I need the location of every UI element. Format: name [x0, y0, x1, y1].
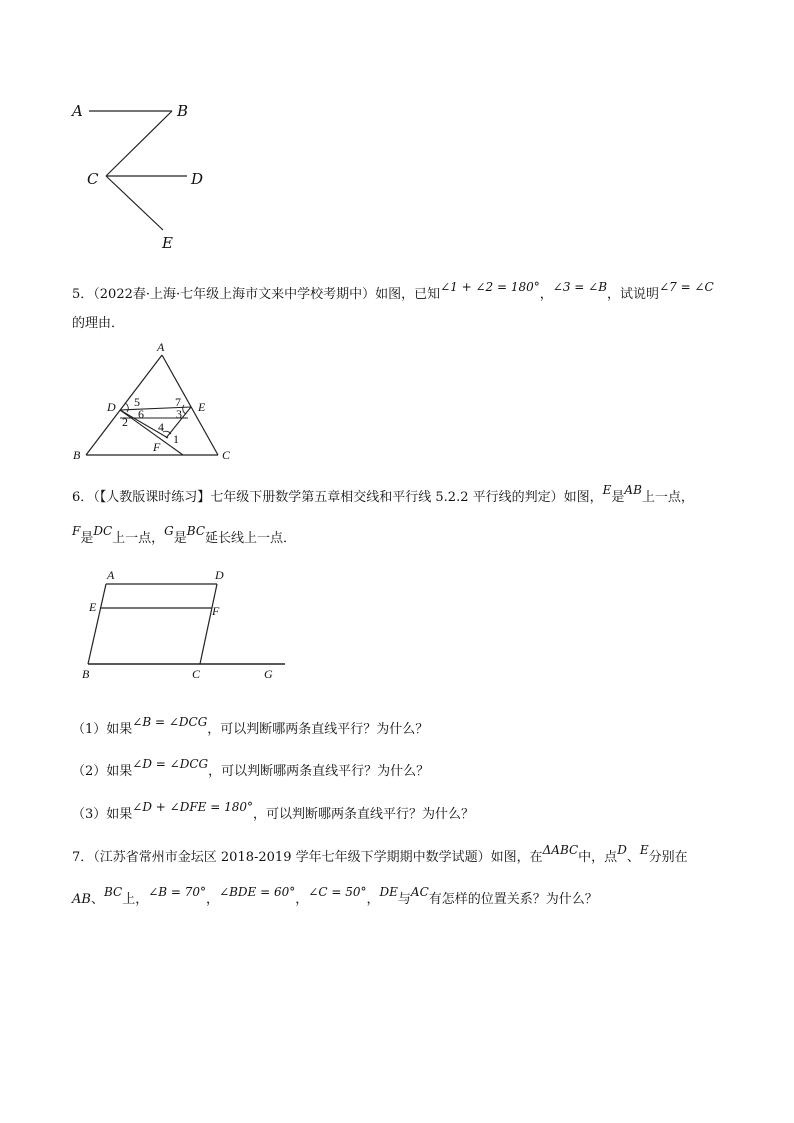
q6-sub2 — [72, 757, 430, 780]
fig5-angle-1: 1 — [173, 432, 179, 446]
fig5-label-e: E — [198, 400, 206, 414]
q7-yu: 与 — [397, 892, 411, 907]
fig5-label-f: F — [153, 440, 161, 454]
q6-is3: 是 — [173, 531, 187, 546]
q6-sub3-post: ，可以判断哪两条直线平行？为什么？ — [253, 807, 475, 822]
fig6-label-f: F — [212, 604, 220, 618]
fig4-label-b: B — [177, 102, 189, 120]
q6-point-f: F — [72, 524, 81, 538]
fig4-label-d: D — [191, 170, 204, 188]
q5-line2: 的理由． — [72, 316, 125, 331]
q6-sub2-math: ∠D = ∠DCG — [132, 757, 209, 771]
q7-cond3: ∠C = 50° — [308, 885, 367, 899]
q6-seg-dc: DC — [93, 524, 113, 538]
q5-sep1: ， — [539, 287, 553, 302]
fig5-angle-7: 7 — [175, 395, 181, 409]
q6-pt2: 上一点， — [112, 531, 165, 546]
q6-seg-ab: AB — [624, 483, 642, 497]
q7-dun: 、 — [626, 850, 640, 865]
q5-prefix: 5．（2022春·上海·七年级上海市文来中学校考期中）如图，已知 — [72, 287, 441, 302]
q7-dun2: 、 — [90, 892, 104, 907]
q7-comma2: ， — [295, 892, 309, 907]
q6-sub1-post: ，可以判断哪两条直线平行？为什么？ — [207, 722, 429, 737]
fig4-label-a: A — [72, 102, 83, 120]
q6-sub3 — [72, 800, 475, 823]
q6-prefix: 6．（【人教版课时练习】七年级下册数学第五章相交线和平行线 5.2.2 平行线的判定）如图， — [72, 490, 603, 505]
q7-tail: 有怎样的位置关系？为什么？ — [428, 892, 598, 907]
q5-cond1: ∠1 + ∠2 = 180° — [440, 280, 540, 294]
q7-fen: 分别在 — [648, 850, 688, 865]
q5-goal: ∠7 = ∠C — [659, 280, 714, 294]
fig5-label-b: B — [73, 448, 81, 462]
q6-sub3-math: ∠D + ∠DFE = 180° — [132, 800, 253, 814]
fig6-label-d: D — [215, 568, 224, 582]
q7-seg-bc: BC — [103, 885, 123, 899]
q6-is1: 是 — [611, 490, 625, 505]
fig5-label-c: C — [222, 448, 231, 462]
q5-cond2: ∠3 = ∠B — [552, 280, 608, 294]
q6-sub2-post: ，可以判断哪两条直线平行？为什么？ — [208, 764, 430, 779]
q7-line2 — [72, 885, 598, 908]
fig6-label-b: B — [82, 667, 90, 681]
q6-sub2-pre: （2）如果 — [72, 764, 133, 779]
fig5-label-a: A — [157, 340, 165, 354]
q5-mid: ，试说明 — [607, 287, 660, 302]
q7-prefix: 7．（江苏省常州市金坛区 2018-2019 学年七年级下学期期中数学试题）如图，在 — [72, 850, 543, 865]
q6-is2: 是 — [80, 531, 94, 546]
fig6-label-g: G — [264, 667, 273, 681]
q7-triangle: ΔABC — [542, 843, 579, 857]
q7-cond2: ∠BDE = 60° — [219, 885, 296, 899]
fig5-angle-2: 2 — [122, 415, 128, 429]
q6-sub3-pre: （3）如果 — [72, 807, 133, 822]
figure-q6 — [0, 0, 300, 690]
q7-seg-ac: AC — [410, 885, 429, 899]
fig6-label-e: E — [89, 600, 97, 614]
q6-sub1-math: ∠B = ∠DCG — [132, 715, 208, 729]
q6-pt1: 上一点， — [641, 490, 694, 505]
q7-point-e: E — [639, 843, 649, 857]
fig5-label-d: D — [107, 400, 116, 414]
q6-sub1-pre: （1）如果 — [72, 722, 133, 737]
q6-point-e: E — [602, 483, 612, 497]
q6-seg-bc: BC — [186, 524, 206, 538]
q7-mid1: 中，点 — [578, 850, 618, 865]
q7-seg-ab: AB — [72, 892, 91, 907]
fig5-angle-6: 6 — [138, 407, 144, 421]
fig5-angle-5: 5 — [134, 395, 140, 409]
fig5-angle-4: 4 — [158, 420, 164, 434]
fig6-label-a: A — [107, 568, 115, 582]
fig6-label-c: C — [192, 667, 201, 681]
q6-point-g: G — [164, 524, 174, 538]
q7-shang: 上， — [122, 892, 149, 907]
fig5-angle-3: 3 — [176, 407, 182, 421]
q7-seg-de: DE — [379, 885, 398, 899]
q7-line1 — [72, 843, 688, 866]
fig4-label-e: E — [162, 234, 173, 252]
q7-comma3: ， — [366, 892, 380, 907]
q7-cond1: ∠B = 70° — [148, 885, 207, 899]
q6-ext: 延长线上一点． — [205, 531, 297, 546]
q7-point-d: D — [617, 843, 627, 857]
q7-comma1: ， — [206, 892, 220, 907]
fig4-label-c: C — [87, 170, 99, 188]
q6-sub1 — [72, 715, 429, 738]
